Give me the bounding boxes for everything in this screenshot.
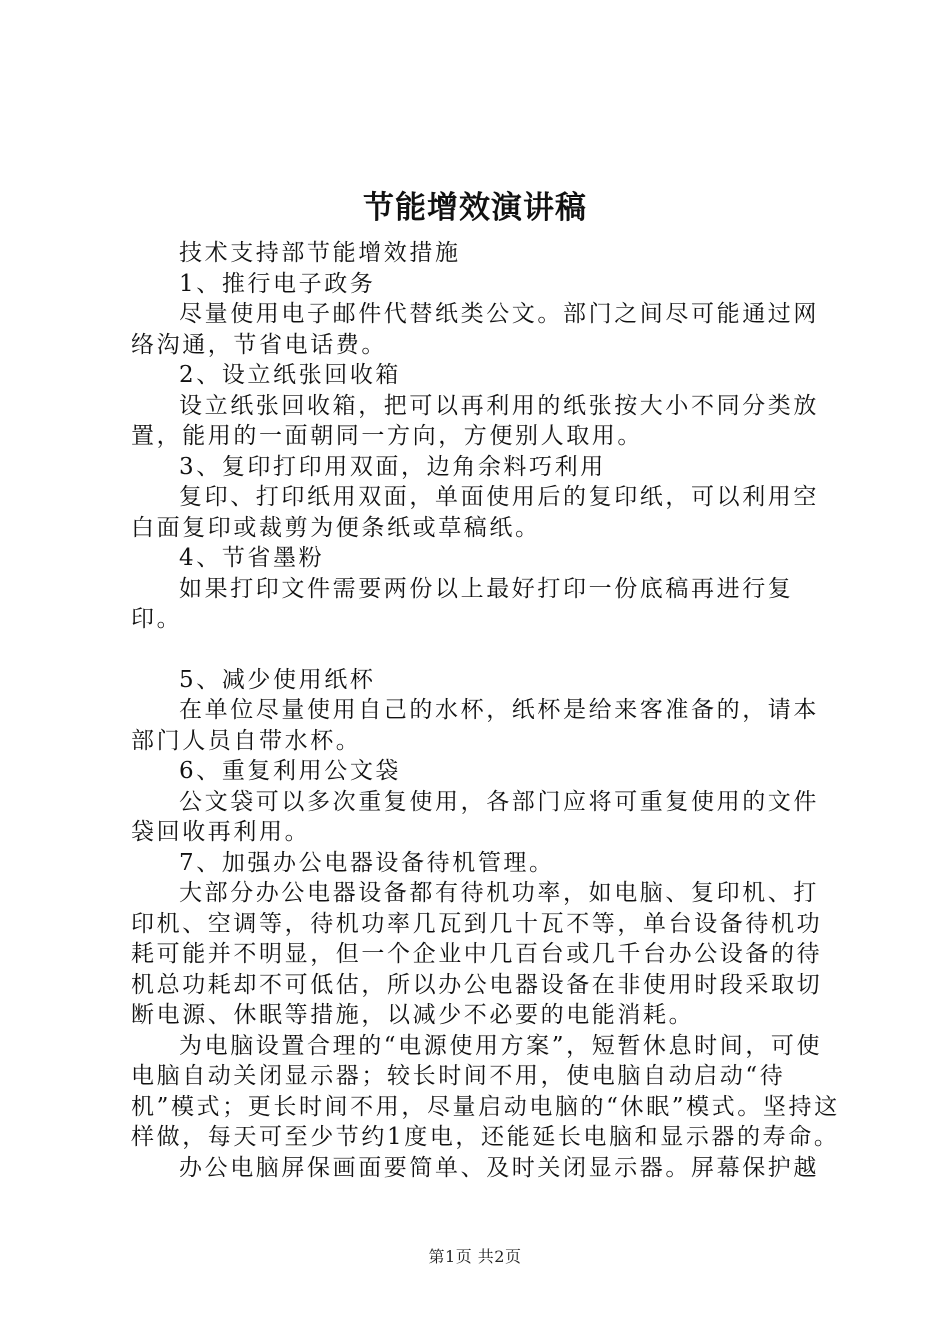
section-heading-6: 6、重复利用公文袋 [179, 758, 402, 784]
section-text-3: 复印、打印纸用双面，单面使用后的复印纸，可以利用空白面复印或裁剪为便条纸或草稿纸。 [131, 484, 819, 541]
section-text-7c: 办公电脑屏保画面要简单、及时关闭显示器。屏幕保护越 [179, 1154, 819, 1181]
section-text-2: 设立纸张回收箱，把可以再利用的纸张按大小不同分类放置，能用的一面朝同一方向，方便别人取用。 [131, 392, 819, 449]
page-footer: 第1页 共2页 [428, 1247, 522, 1266]
section-heading-4: 4、节省墨粉 [179, 545, 325, 571]
section-text-6: 公文袋可以多次重复使用，各部门应将可重复使用的文件袋回收再利用。 [131, 788, 819, 845]
section-text-7a: 大部分办公电器设备都有待机功率，如电脑、复印机、打印机、空调等，待机功率几瓦到几十瓦不等，单台设备待机功耗可能并不明显，但一个企业中几百台或几千台办公设备的待机总功耗却不可低估，所以办公电器设备在非使用时段采取切断电源、休眠等措施，以减少不必要的电能消耗。 [131, 880, 823, 1028]
section-heading-7: 7、加强办公电器设备待机管理。 [179, 849, 555, 876]
document-title: 节能增效演讲稿 [363, 190, 587, 226]
section-heading-2: 2、设立纸张回收箱 [179, 362, 402, 388]
section-text-4: 如果打印文件需要两份以上最好打印一份底稿再进行复印。 [131, 575, 794, 632]
paragraph-heading: 技术支持部节能增效措施 [179, 240, 461, 266]
section-heading-1: 1、推行电子政务 [179, 270, 376, 297]
section-heading-5: 5、减少使用纸杯 [179, 666, 376, 693]
document-body [131, 238, 841, 1183]
section-heading-3: 3、复印打印用双面，边角余料巧利用 [179, 453, 606, 480]
section-text-1: 尽量使用电子邮件代替纸类公文。部门之间尽可能通过网络沟通，节省电话费。 [131, 301, 819, 358]
section-text-5: 在单位尽量使用自己的水杯，纸杯是给来客准备的，请本部门人员自带水杯。 [131, 697, 819, 754]
section-text-7b: 为电脑设置合理的“电源使用方案”，短暂休息时间，可使电脑自动关闭显示器；较长时间不用，使电脑自动启动“待机”模式；更长时间不用，尽量启动电脑的“休眠”模式。坚持这样做，每天可至少节约1度电，还能延长电脑和显示器的寿命。 [131, 1032, 840, 1150]
